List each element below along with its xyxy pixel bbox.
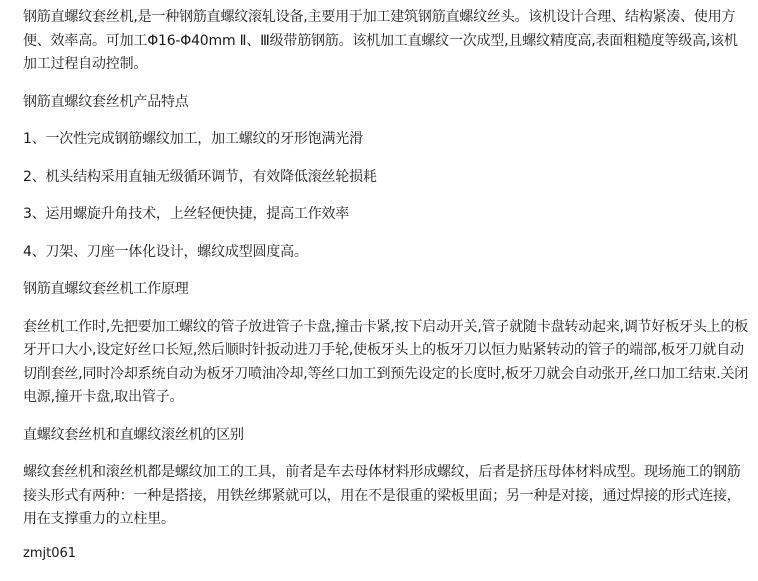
- footer-code: zmjt061: [23, 545, 77, 561]
- intro-paragraph: 钢筋直螺纹套丝机,是一种钢筋直螺纹滚轧设备,主要用于加工建筑钢筋直螺纹丝头。该机设计合理、结构紧凑、使用方便、效率高。可加工Φ16-Φ40mm Ⅱ、Ⅲ级带筋钢筋。该机加工直螺纹一次成型,且螺纹精度高,表面粗糙度等级高,该机加工过程自动控制。: [23, 9, 738, 72]
- principle-heading: 钢筋直螺纹套丝机工作原理: [23, 281, 189, 297]
- feature-item-3: 3、运用螺旋升角技术，上丝轻便快捷，提高工作效率: [23, 206, 350, 222]
- difference-paragraph: 螺纹套丝机和滚丝机都是螺纹加工的工具，前者是车去母体材料形成螺纹，后者是挤压母体材料成型。现场施工的钢筋接头形式有两种：一种是搭接，用铁丝绑紧就可以，用在不是很重的梁板里面；另一种是对接，通过焊接的形式连接，用在支撑重力的立柱里。: [23, 464, 741, 527]
- feature-item-1: 1、一次性完成钢筋螺纹加工，加工螺纹的牙形饱满光滑: [23, 131, 363, 147]
- features-heading: 钢筋直螺纹套丝机产品特点: [23, 93, 189, 110]
- feature-item-4: 4、刀架、刀座一体化设计，螺纹成型圆度高。: [23, 243, 308, 260]
- difference-heading: 直螺纹套丝机和直螺纹滚丝机的区别: [23, 426, 244, 443]
- principle-paragraph: 套丝机工作时,先把要加工螺纹的管子放进管子卡盘,撞击卡紧,按下启动开关,管子就随卡盘转动起来,调节好板牙头上的板牙开口大小,设定好丝口长短,然后顺时针扳动进刀手轮,使板牙头上的板牙刀以恒力贴紧转动的管子的端部,板牙刀就自动切削套丝,同时冷却系统自动为板牙刀喷油冷却,等丝口加工到预先设定的长度时,板牙刀就会自动张开,丝口加工结束.关闭电源,撞开卡盘,取出管子。: [23, 318, 749, 405]
- feature-item-2: 2、机头结构采用直轴无级循环调节，有效降低滚丝轮损耗: [23, 168, 377, 185]
- article: [23, 6, 751, 564]
